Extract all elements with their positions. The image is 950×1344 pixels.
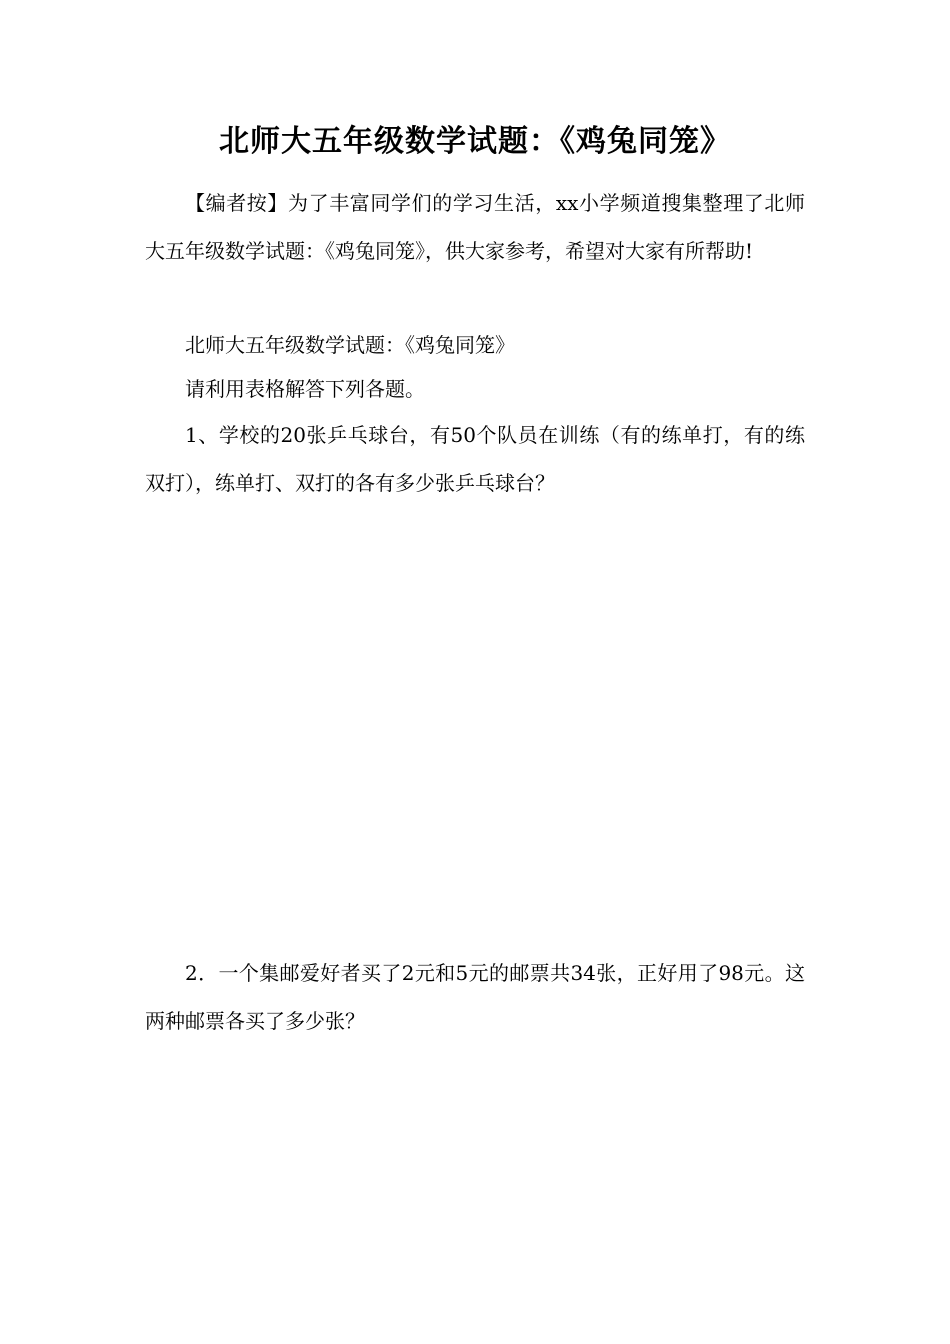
editor-note-paragraph: 【编者按】为了丰富同学们的学习生活，xx小学频道搜集整理了北师大五年级数学试题：《鸡兔同笼》，供大家参考，希望对大家有所帮助! [145, 191, 805, 263]
document-title: 北师大五年级数学试题：《鸡兔同笼》 [219, 124, 731, 159]
question-2: 2．一个集邮爱好者买了2元和5元的邮票共34张，正好用了98元。这两种邮票各买了多少张？ [145, 961, 805, 1033]
subtitle-paragraph: 北师大五年级数学试题：《鸡兔同笼》 [185, 333, 515, 357]
instruction-paragraph: 请利用表格解答下列各题。 [185, 377, 425, 401]
question-1: 1、学校的20张乒乓球台，有50个队员在训练（有的练单打，有的练双打），练单打、双打的各有多少张乒乓球台？ [145, 423, 805, 495]
